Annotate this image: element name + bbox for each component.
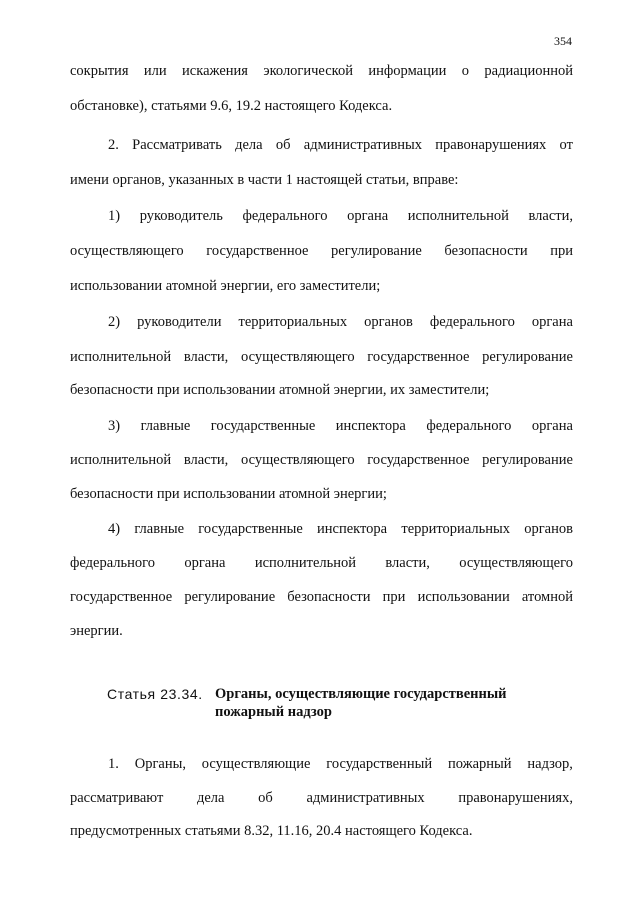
word: государственное — [367, 349, 470, 365]
word: осуществляющие — [201, 756, 311, 772]
word: при — [550, 243, 573, 259]
word: руководители — [137, 314, 222, 330]
word: осуществляющего — [459, 555, 573, 571]
word: государственное — [367, 452, 470, 468]
word: 3) — [108, 418, 121, 434]
word: органа — [184, 555, 226, 571]
word: 1) — [108, 208, 121, 224]
word: надзор, — [527, 756, 573, 772]
word: осуществляющего — [240, 349, 355, 365]
word: безопасности — [444, 243, 528, 259]
text-line: безопасности при использовании атомной энергии, их заместители; — [70, 382, 490, 398]
word: органа — [531, 418, 573, 434]
word: органов — [524, 521, 573, 537]
word: 2. — [108, 137, 119, 153]
word: об — [275, 137, 291, 153]
word: исполнительной — [70, 452, 172, 468]
text-line — [70, 348, 573, 366]
word: правонарушениях — [435, 137, 547, 153]
word: 1. — [108, 756, 119, 772]
word: регулирование — [482, 452, 573, 468]
word: правонарушениях, — [458, 790, 573, 806]
word: государственные — [198, 521, 303, 537]
word: или — [143, 63, 167, 79]
text-line — [108, 136, 573, 154]
word: административных — [303, 137, 423, 153]
word: радиационной — [484, 63, 573, 79]
word: экологической — [263, 63, 353, 79]
word: руководитель — [139, 208, 223, 224]
word: органа — [347, 208, 389, 224]
word: информации — [368, 63, 447, 79]
word: осуществляющего — [70, 243, 184, 259]
page-number: 354 — [554, 34, 572, 48]
word: власти, — [183, 452, 229, 468]
word: дела — [235, 137, 263, 153]
text-line: обстановке), статьями 9.6, 19.2 настоящего Кодекса. — [70, 98, 393, 114]
word: федерального — [242, 208, 328, 224]
word: осуществляющего — [240, 452, 355, 468]
text-line — [70, 789, 573, 807]
word: о — [461, 63, 470, 79]
text-line: энергии. — [70, 623, 123, 639]
word: главные — [140, 418, 191, 434]
word: исполнительной — [70, 349, 172, 365]
word: атомной — [521, 589, 573, 605]
word: использовании — [417, 589, 510, 605]
word: безопасности — [287, 589, 371, 605]
article-label: Статья 23.34. — [107, 686, 203, 702]
text-line — [108, 207, 573, 225]
word: территориальных — [238, 314, 348, 330]
word: инспектора — [317, 521, 388, 537]
word: главные — [134, 521, 185, 537]
word: рассматривают — [70, 790, 164, 806]
word: власти, — [528, 208, 573, 224]
word: федерального — [426, 418, 512, 434]
word: регулирование — [184, 589, 276, 605]
word: Рассматривать — [132, 137, 222, 153]
word: регулирование — [482, 349, 573, 365]
word: федерального — [429, 314, 515, 330]
word: исполнительной — [254, 555, 357, 571]
word: органа — [531, 314, 573, 330]
word: исполнительной — [407, 208, 509, 224]
text-line — [70, 588, 573, 606]
word: государственное — [70, 589, 173, 605]
word: государственные — [210, 418, 316, 434]
word: регулирование — [331, 243, 422, 259]
word: власти, — [385, 555, 430, 571]
text-line — [108, 755, 573, 773]
text-line — [108, 313, 573, 331]
word: 4) — [108, 521, 121, 537]
text-line — [108, 520, 573, 538]
word: 2) — [108, 314, 121, 330]
text-line — [70, 554, 573, 572]
word: федерального — [70, 555, 155, 571]
word: административных — [306, 790, 425, 806]
word: территориальных — [401, 521, 510, 537]
text-line: безопасности при использовании атомной энергии; — [70, 486, 387, 502]
article-title-continuation: пожарный надзор — [215, 704, 332, 720]
text-line: предусмотренных статьями 8.32, 11.16, 20.4 настоящего Кодекса. — [70, 823, 473, 839]
word: власти, — [183, 349, 229, 365]
word: от — [559, 137, 573, 153]
text-line — [70, 242, 573, 260]
word: при — [382, 589, 406, 605]
word: Органы, — [134, 756, 186, 772]
text-line — [70, 62, 573, 80]
text-line: имени органов, указанных в части 1 настоящей статьи, вправе: — [70, 172, 459, 188]
word: сокрытия — [70, 63, 129, 79]
article-title: Органы, осуществляющие государственный — [215, 686, 507, 702]
word: государственный — [326, 756, 433, 772]
text-line — [108, 417, 573, 435]
word: искажения — [182, 63, 248, 79]
word: об — [258, 790, 273, 806]
word: инспектора — [335, 418, 406, 434]
word: пожарный — [447, 756, 512, 772]
word: органов — [364, 314, 413, 330]
word: дела — [196, 790, 225, 806]
text-line — [70, 451, 573, 469]
word: государственное — [206, 243, 309, 259]
text-line: использовании атомной энергии, его заместители; — [70, 278, 381, 294]
